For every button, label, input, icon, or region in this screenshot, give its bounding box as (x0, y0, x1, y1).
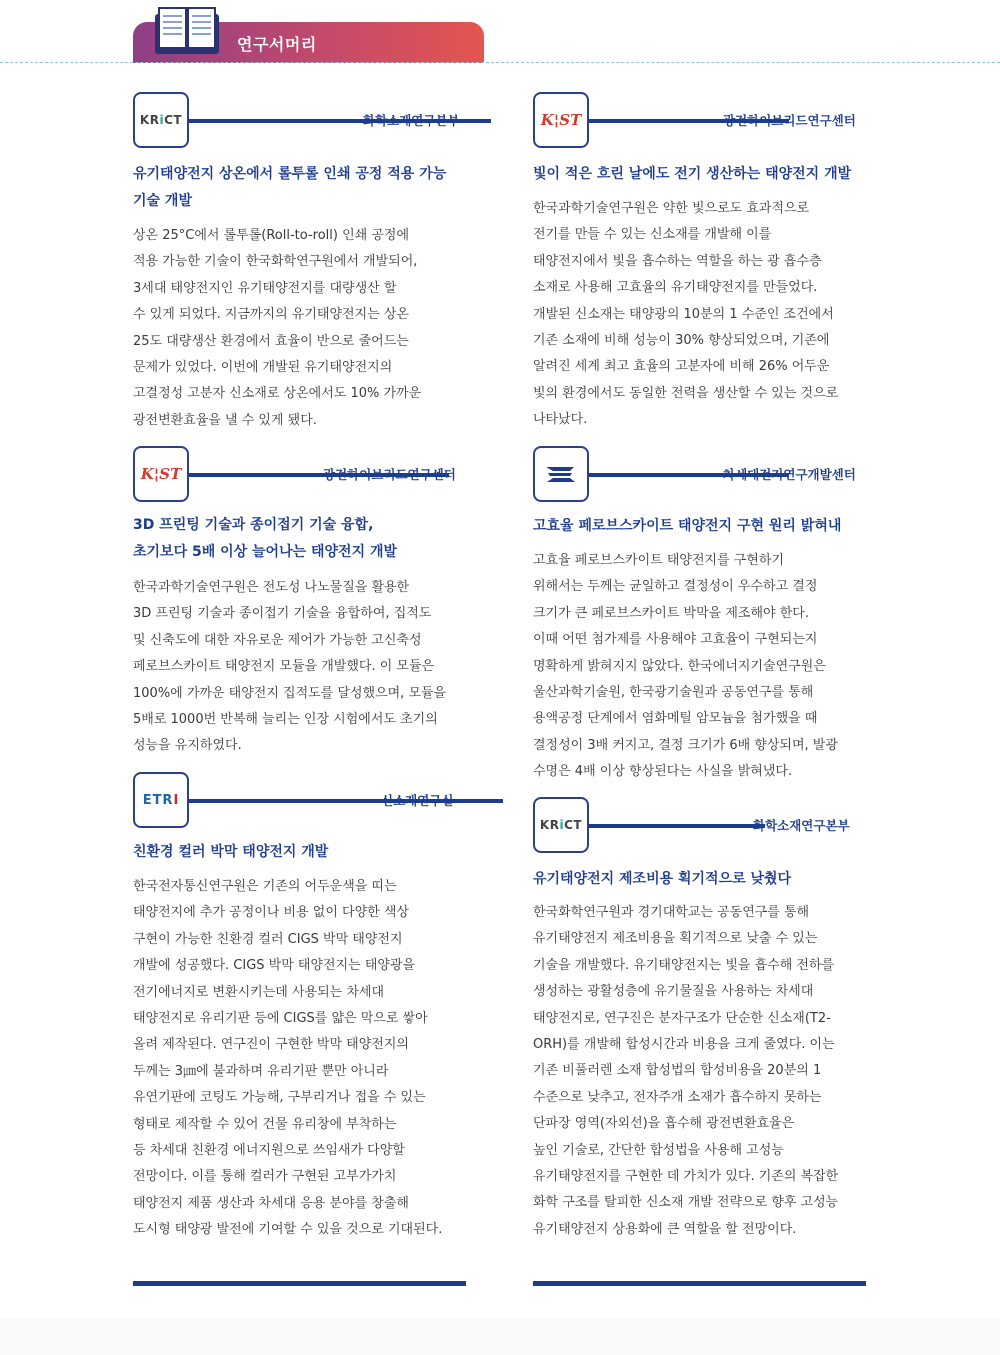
institute-label: 광전하이브리드연구센터 (323, 467, 456, 482)
footer-rule-left (133, 1281, 466, 1286)
card-header (533, 797, 866, 847)
card-header (133, 92, 466, 142)
section-header-tab (133, 22, 484, 63)
page-bottom-band (0, 1318, 1000, 1355)
article-body: 고효율 페로브스카이트 태양전지를 구현하기 위해서는 두께는 균일하고 결정성이 우수하고 결정 크기가 큰 페로브스카이트 박막을 제조해야 한다. 이때 어떤 첨가제를 사용해야 고효율이 구현되는지 명확하게 밝혀지지 않았다. 한국에너지기술연구원은 울산과학기술원, 한국광기술원과 공동연구를 통해 용액공정 단계에서 염화메틸 암모늄을 첨가했을 때 결정성이 3배 커지고, 결정 크기가 6배 향상되며, 발광 수명은 4배 이상 향상된다는 사실을 밝혀냈다. (533, 553, 838, 780)
article-title: 유기태양전지 상온에서 롤투롤 인쇄 공정 적용 가능 기술 개발 (133, 166, 447, 209)
article-body: 한국화학연구원과 경기대학교는 공동연구를 통해 유기태양전지 제조비용을 획기적으로 낮출 수 있는 기술을 개발했다. 유기태양전지는 빛을 흡수해 전하를 생성하는 광활성층에 유기물질을 사용하는 차세대 태양전지로, 연구진은 분자구조가 단순한 신소재(T2- ORH)를 개발해 합성시간과 비용을 크게 줄였다. 이는 기존 비풀러렌 소재 합성법의 합성비용을 20분의 1 수준으로 낮추고, 전자주개 소재가 흡수하지 못하는 단파장 영역(자외선)을 흡수해 광전변환효율은 높인 기술로, 간단한 합성법을 사용해 고성능 유기태양전지를 구현한 데 가치가 있다. 기존의 복잡한 화학 구조를 탈피한 신소재 개발 전략으로 향후 고성능 유기태양전지 상용화에 큰 역할을 할 전망이다. (533, 905, 839, 1237)
section-title: 연구서머리 (237, 35, 317, 54)
krict-logo: KRiCT (133, 92, 189, 148)
article-body: 한국과학기술연구원은 약한 빛으로도 효과적으로 전기를 만들 수 있는 신소재를 개발해 이를 태양전지에서 빛을 흡수하는 역할을 하는 광 흡수층 소재로 사용해 고효율의 유기태양전지를 만들었다. 개발된 신소재는 태양광의 10분의 1 수준인 조건에서 기존 소재에 비해 성능이 30% 향상되었으며, 기존에 알려진 세계 최고 효율의 고분자에 비해 26% 어두운 빛의 환경에서도 동일한 전력을 생산할 수 있는 것으로 나타났다. (533, 201, 839, 428)
institute-label: 화학소재연구본부 (753, 818, 850, 833)
header-rule (189, 799, 503, 803)
article-title: 빛이 적은 흐린 날에도 전기 생산하는 태양전지 개발 (533, 166, 852, 182)
card-header (133, 446, 466, 496)
article-title: 고효율 페로브스카이트 태양전지 구현 원리 밝혀내 (533, 518, 842, 534)
article-body: 한국전자통신연구원은 기존의 어두운색을 띠는 태양전지에 추가 공정이나 비용 없이 다양한 색상 구현이 가능한 친환경 컬러 CIGS 박막 태양전지 개발에 성공했다. CIGS 박막 태양전지는 태양광을 전기에너지로 변환시키는데 사용되는 차세대 태양전지로 유리기판 등에 CIGS를 얇은 막으로 쌓아 올려 제작된다. 연구진이 구현한 박막 태양전지의 두께는 3㎛에 불과하며 유리기판 뿐만 아니라 유연기판에 코팅도 가능해, 구부리거나 접을 수 있는 형태로 제작할 수 있어 건물 유리창에 부착하는 등 차세대 친환경 에너지원으로 쓰임새가 다양할 전망이다. 이를 통해 컬러가 구현된 고부가가치 태양전지 제품 생산과 차세대 응용 분야를 창출해 도시형 태양광 발전에 기여할 수 있을 것으로 기대된다. (133, 879, 443, 1238)
card-header (133, 772, 466, 822)
etri-logo: ETRI (133, 772, 189, 828)
institute-label: 차세대전지연구개발센터 (723, 467, 856, 482)
article-body: 한국과학기술연구원은 전도성 나노물질을 활용한 3D 프린팅 기술과 종이접기 기술을 융합하여, 집적도 및 신축도에 대한 자유로운 제어가 가능한 고신축성 페로브스카이트 태양전지 모듈을 개발했다. 이 모듈은 100%에 가까운 태양전지 집적도를 달성했으며, 모듈을 5배로 1000번 반복해 늘리는 인장 시험에서도 초기의 성능을 유지하였다. (133, 580, 447, 754)
kier-emblem-icon (544, 462, 578, 486)
card-header (533, 92, 866, 142)
header-rule (589, 824, 765, 828)
kier-logo (533, 446, 589, 502)
book-icon (153, 6, 221, 56)
kist-logo: K¦ST (533, 92, 589, 148)
dashed-divider (0, 62, 1000, 63)
article-title: 3D 프린팅 기술과 종이접기 기술 융합, 초기보다 5배 이상 늘어나는 태양전지 개발 (133, 517, 398, 560)
institute-label: 화학소재연구본부 (363, 113, 460, 128)
article-title: 유기태양전지 제조비용 획기적으로 낮췄다 (533, 871, 792, 887)
kist-logo: K¦ST (133, 446, 189, 502)
institute-label: 광전하이브리드연구센터 (723, 113, 856, 128)
article-title: 친환경 컬러 박막 태양전지 개발 (133, 844, 329, 860)
card-header (533, 446, 866, 496)
institute-label: 신소재연구실 (381, 793, 454, 808)
article-body: 상온 25°C에서 롤투롤(Roll-to-roll) 인쇄 공정에 적용 가능한 기술이 한국화학연구원에서 개발되어, 3세대 태양전지인 유기태양전지를 대량생산 할 수 있게 되었다. 지금까지의 유기태양전지는 상온 25도 대량생산 환경에서 효율이 반으로 줄어드는 문제가 있었다. 이번에 개발된 유기태양전지의 고결정성 고분자 신소재로 상온에서도 10% 가까운 광전변환효율을 낼 수 있게 됐다. (133, 228, 422, 428)
footer-rule-right (533, 1281, 866, 1286)
krict-logo: KRiCT (533, 797, 589, 853)
